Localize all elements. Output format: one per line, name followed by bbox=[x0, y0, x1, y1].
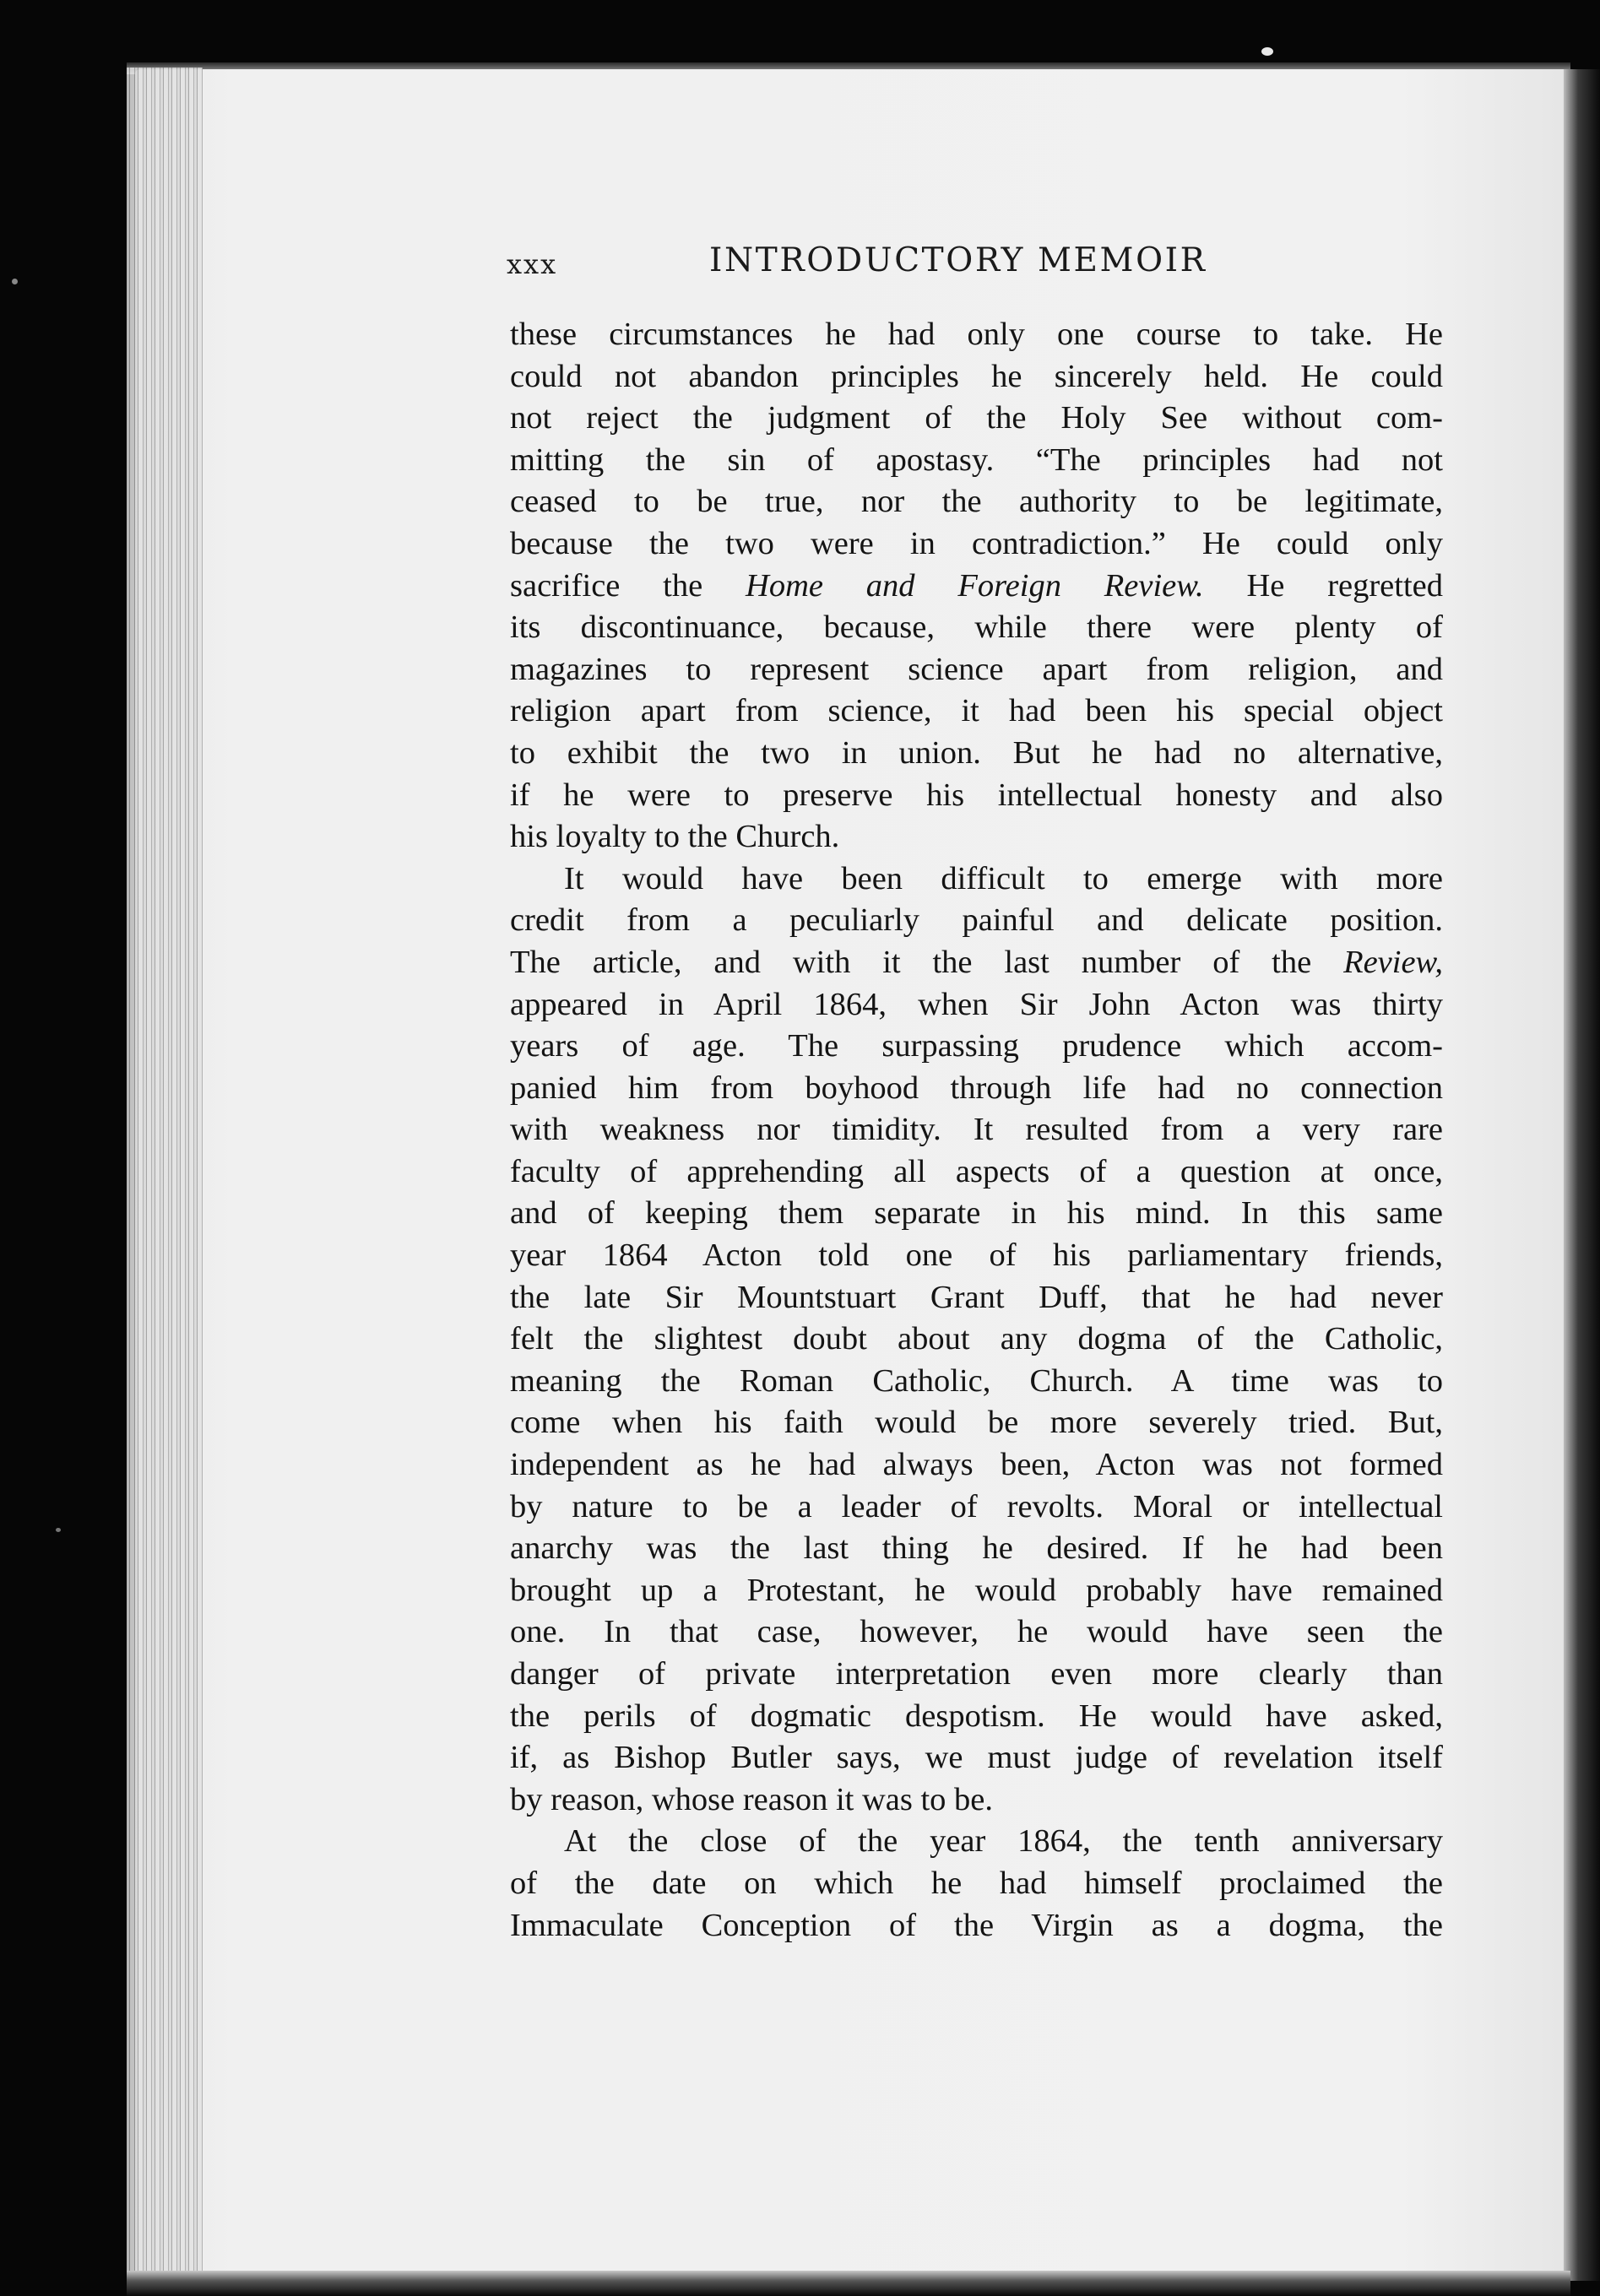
scan-speck bbox=[12, 279, 18, 284]
text-line bbox=[510, 649, 1443, 691]
text-line bbox=[510, 733, 1443, 775]
page-binding-edge bbox=[127, 68, 203, 2283]
page-number: xxx bbox=[507, 248, 558, 280]
text-run: meaning the Roman Catholic, Church. A time was to bbox=[510, 1362, 1443, 1399]
text-run: to exhibit the two in union. But he had no alternative, bbox=[510, 734, 1443, 771]
text-line bbox=[510, 1737, 1443, 1779]
text-line bbox=[510, 1654, 1443, 1696]
text-run: by reason, whose reason it was to be. bbox=[510, 1781, 994, 1817]
scan-speck bbox=[56, 1528, 61, 1532]
text-run: come when his faith would be more severely tried. But, bbox=[510, 1405, 1443, 1441]
text-line bbox=[510, 1779, 1443, 1822]
text-line bbox=[510, 1402, 1443, 1444]
text-line bbox=[510, 1109, 1443, 1151]
text-line bbox=[510, 942, 1443, 984]
text-line bbox=[510, 1611, 1443, 1654]
text-run: by nature to be a leader of revolts. Moral or intellectual bbox=[510, 1488, 1443, 1524]
text-line bbox=[510, 984, 1443, 1026]
body-text bbox=[510, 314, 1443, 1947]
text-run: anarchy was the last thing he desired. If he had been bbox=[510, 1530, 1443, 1567]
text-run: ceased to be true, nor the authority to be legitimate, bbox=[510, 484, 1443, 520]
text-line bbox=[510, 481, 1443, 523]
text-line bbox=[510, 775, 1443, 817]
text-line bbox=[510, 1235, 1443, 1277]
text-line bbox=[510, 1486, 1443, 1529]
text-run: panied him from boyhood through life had no connection bbox=[510, 1069, 1443, 1106]
text-run: these circumstances he had only one course to take. He bbox=[510, 317, 1443, 352]
text-run: and of keeping them separate in his mind. In this same bbox=[510, 1195, 1443, 1232]
text-line bbox=[510, 1444, 1443, 1486]
running-title: INTRODUCTORY MEMOIR bbox=[709, 241, 1207, 279]
text-line bbox=[510, 1151, 1443, 1194]
text-run: appeared in April 1864, when Sir John Acton was thirty bbox=[510, 986, 1443, 1022]
text-line bbox=[510, 816, 1443, 858]
text-line bbox=[510, 1570, 1443, 1612]
text-run: faculty of apprehending all aspects of a question at once, bbox=[510, 1153, 1443, 1189]
text-run: It would have been difficult to emerge with more bbox=[564, 860, 1443, 896]
text-run: one. In that case, however, he would have seen the bbox=[510, 1614, 1443, 1650]
text-run: Immaculate Conception of the Virgin as a dogma, the bbox=[510, 1907, 1443, 1943]
scan-speck bbox=[1261, 47, 1273, 56]
text-run: of the date on which he had himself proclaimed the bbox=[510, 1865, 1443, 1901]
text-line bbox=[510, 566, 1443, 608]
text-run: if he were to preserve his intellectual honesty and also bbox=[510, 777, 1443, 813]
text-line bbox=[510, 1528, 1443, 1570]
text-line bbox=[510, 1821, 1443, 1863]
text-line bbox=[510, 900, 1443, 942]
text-run: The article, and with it the last number of the bbox=[510, 944, 1344, 980]
text-run: sacrifice the bbox=[510, 567, 746, 604]
text-line bbox=[510, 607, 1443, 649]
text-run: could not abandon principles he sincerely held. He could bbox=[510, 358, 1443, 394]
text-line bbox=[510, 1026, 1443, 1068]
text-line bbox=[510, 858, 1443, 901]
italic-title: Home and Foreign Review. bbox=[746, 567, 1204, 604]
text-run: because the two were in contradiction.” He could only bbox=[510, 525, 1443, 561]
text-line bbox=[510, 1319, 1443, 1361]
text-line bbox=[510, 314, 1443, 356]
text-line bbox=[510, 1277, 1443, 1319]
page-right-edge bbox=[1564, 69, 1600, 2281]
italic-title: Review, bbox=[1343, 944, 1443, 980]
text-run: the perils of dogmatic despotism. He would have asked, bbox=[510, 1698, 1443, 1734]
text-line bbox=[510, 1696, 1443, 1738]
text-line bbox=[510, 356, 1443, 398]
text-line bbox=[510, 690, 1443, 733]
text-run: not reject the judgment of the Holy See without com- bbox=[510, 400, 1443, 436]
text-run: At the close of the year 1864, the tenth anniversary bbox=[564, 1823, 1443, 1860]
page-bottom-edge bbox=[127, 2271, 1570, 2296]
text-run: if, as Bishop Butler says, we must judge of revelation itself bbox=[510, 1740, 1443, 1776]
text-run: the late Sir Mountstuart Grant Duff, that he had never bbox=[510, 1279, 1443, 1315]
text-run: independent as he had always been, Acton was not formed bbox=[510, 1447, 1443, 1483]
text-run: his loyalty to the Church. bbox=[510, 819, 840, 855]
text-line bbox=[510, 1361, 1443, 1403]
text-line bbox=[510, 440, 1443, 482]
text-run: danger of private interpretation even more clearly than bbox=[510, 1656, 1443, 1692]
text-run: brought up a Protestant, he would probably have remained bbox=[510, 1572, 1443, 1608]
text-line bbox=[510, 1863, 1443, 1905]
text-run: years of age. The surpassing prudence which accom- bbox=[510, 1028, 1443, 1064]
text-run: He regretted bbox=[1203, 567, 1443, 604]
text-run: credit from a peculiarly painful and delicate position. bbox=[510, 902, 1443, 939]
text-line bbox=[510, 398, 1443, 440]
running-head bbox=[507, 241, 1444, 292]
text-line bbox=[510, 1193, 1443, 1235]
text-line bbox=[510, 1068, 1443, 1110]
text-run: felt the slightest doubt about any dogma of the Catholic, bbox=[510, 1321, 1443, 1357]
text-line bbox=[510, 523, 1443, 566]
text-run: its discontinuance, because, while there were plenty of bbox=[510, 609, 1443, 646]
text-run: with weakness nor timidity. It resulted from a very rare bbox=[510, 1112, 1443, 1148]
text-run: mitting the sin of apostasy. “The principles had not bbox=[510, 441, 1443, 478]
text-line bbox=[510, 1905, 1443, 1947]
text-run: magazines to represent science apart from religion, and bbox=[510, 651, 1443, 687]
text-run: religion apart from science, it had been his special object bbox=[510, 693, 1443, 729]
text-run: year 1864 Acton told one of his parliamentary friends, bbox=[510, 1237, 1443, 1274]
